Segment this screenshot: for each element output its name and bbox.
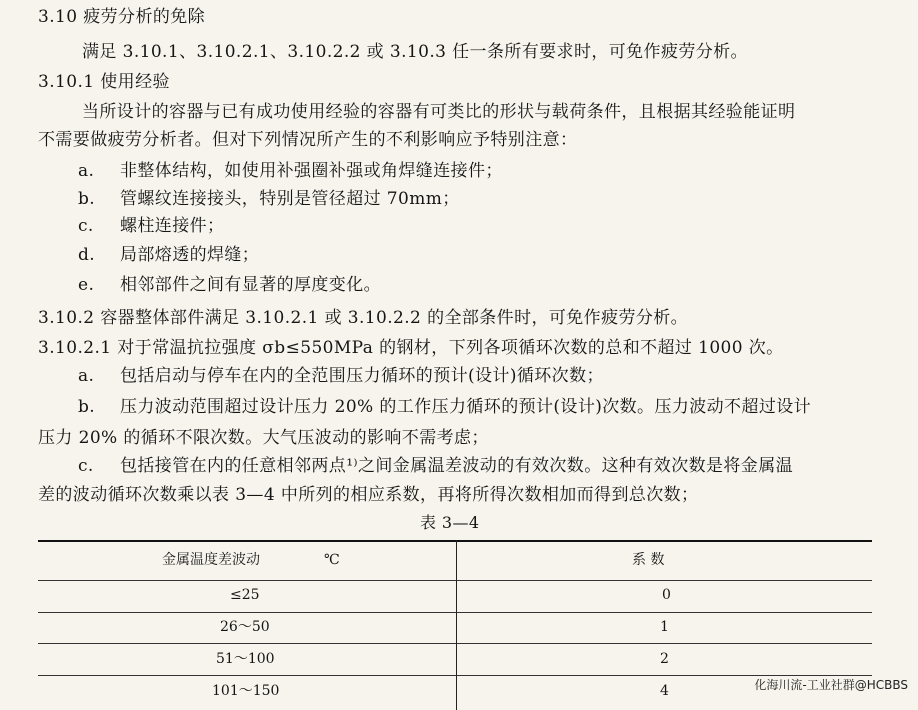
list-item-text: 螺柱连接件； — [120, 216, 225, 236]
paragraph-line: 不需要做疲劳分析者。但对下列情况所产生的不利影响应予特别注意： — [38, 130, 578, 150]
paragraph-line: 当所设计的容器与已有成功使用经验的容器有可类比的形状与载荷条件，且根据其经验能证明 — [82, 102, 796, 122]
table-cell-coef: 2 — [660, 651, 669, 667]
list-item-text: 局部熔透的焊缝； — [120, 245, 260, 265]
table-header-unit: ℃ — [324, 552, 340, 568]
table-column-divider — [456, 540, 457, 710]
table-rule — [38, 643, 872, 644]
table-cell-coef: 4 — [660, 683, 669, 699]
section-heading: 3.10 疲劳分析的免除 — [38, 7, 206, 27]
list-item-label: e. — [78, 275, 95, 295]
subsection-heading-3-10-2-1: 3.10.2.1 对于常温抗拉强度 σb≤550MPa 的钢材，下列各项循环次数的总和不超过 1000 次。 — [38, 338, 784, 358]
list-item-label: c. — [78, 216, 94, 236]
table-cell-range: 51～100 — [216, 651, 275, 667]
table-cell-range: 101～150 — [212, 683, 280, 699]
list-item-continuation: 压力 20% 的循环不限次数。大气压波动的影响不需考虑； — [38, 428, 489, 448]
table-header-temp: 金属温度差波动 — [162, 552, 260, 568]
list-item-text: 管螺纹连接接头，特别是管径超过 70mm； — [120, 189, 460, 209]
table-rule — [38, 580, 872, 581]
subsection-heading-3-10-1: 3.10.1 使用经验 — [38, 72, 170, 92]
list-item-label: b. — [78, 189, 96, 209]
list-item-text: 相邻部件之间有显著的厚度变化。 — [120, 275, 381, 295]
list-item-continuation: 差的波动循环次数乘以表 3—4 中所列的相应系数，再将所得次数相加而得到总次数； — [38, 485, 699, 505]
list-item-text: 压力波动范围超过设计压力 20% 的工作压力循环的预计(设计)次数。压力波动不超过设计 — [120, 397, 812, 417]
list-item-label: a. — [78, 366, 95, 386]
list-item-label: c. — [78, 456, 94, 476]
table-caption: 表 3—4 — [420, 513, 480, 532]
list-item-label: a. — [78, 161, 95, 181]
table-cell-coef: 1 — [660, 619, 669, 635]
list-item-text: 包括接管在内的任意相邻两点¹⁾之间金属温差波动的有效次数。这种有效次数是将金属温 — [120, 456, 793, 476]
table-cell-coef: 0 — [662, 587, 671, 603]
list-item-label: b. — [78, 397, 96, 417]
watermark: 化海川流-工业社群@HCBBS — [754, 678, 908, 692]
list-item-label: d. — [78, 245, 96, 265]
section-intro: 满足 3.10.1、3.10.2.1、3.10.2.2 或 3.10.3 任一条所有要求时，可免作疲劳分析。 — [82, 42, 748, 62]
subsection-heading-3-10-2: 3.10.2 容器整体部件满足 3.10.2.1 或 3.10.2.2 的全部条件时，可免作疲劳分析。 — [38, 308, 689, 328]
list-item-text: 非整体结构，如使用补强圈补强或角焊缝连接件； — [120, 161, 503, 181]
table-cell-range: ≤25 — [230, 587, 260, 603]
table-rule — [38, 540, 872, 542]
table-header-coef: 系 数 — [632, 552, 665, 568]
list-item-text: 包括启动与停车在内的全范围压力循环的预计(设计)循环次数； — [120, 366, 604, 386]
table-cell-range: 26～50 — [220, 619, 270, 635]
table-rule — [38, 612, 872, 613]
coefficient-table — [38, 540, 872, 710]
table-rule — [38, 675, 872, 676]
